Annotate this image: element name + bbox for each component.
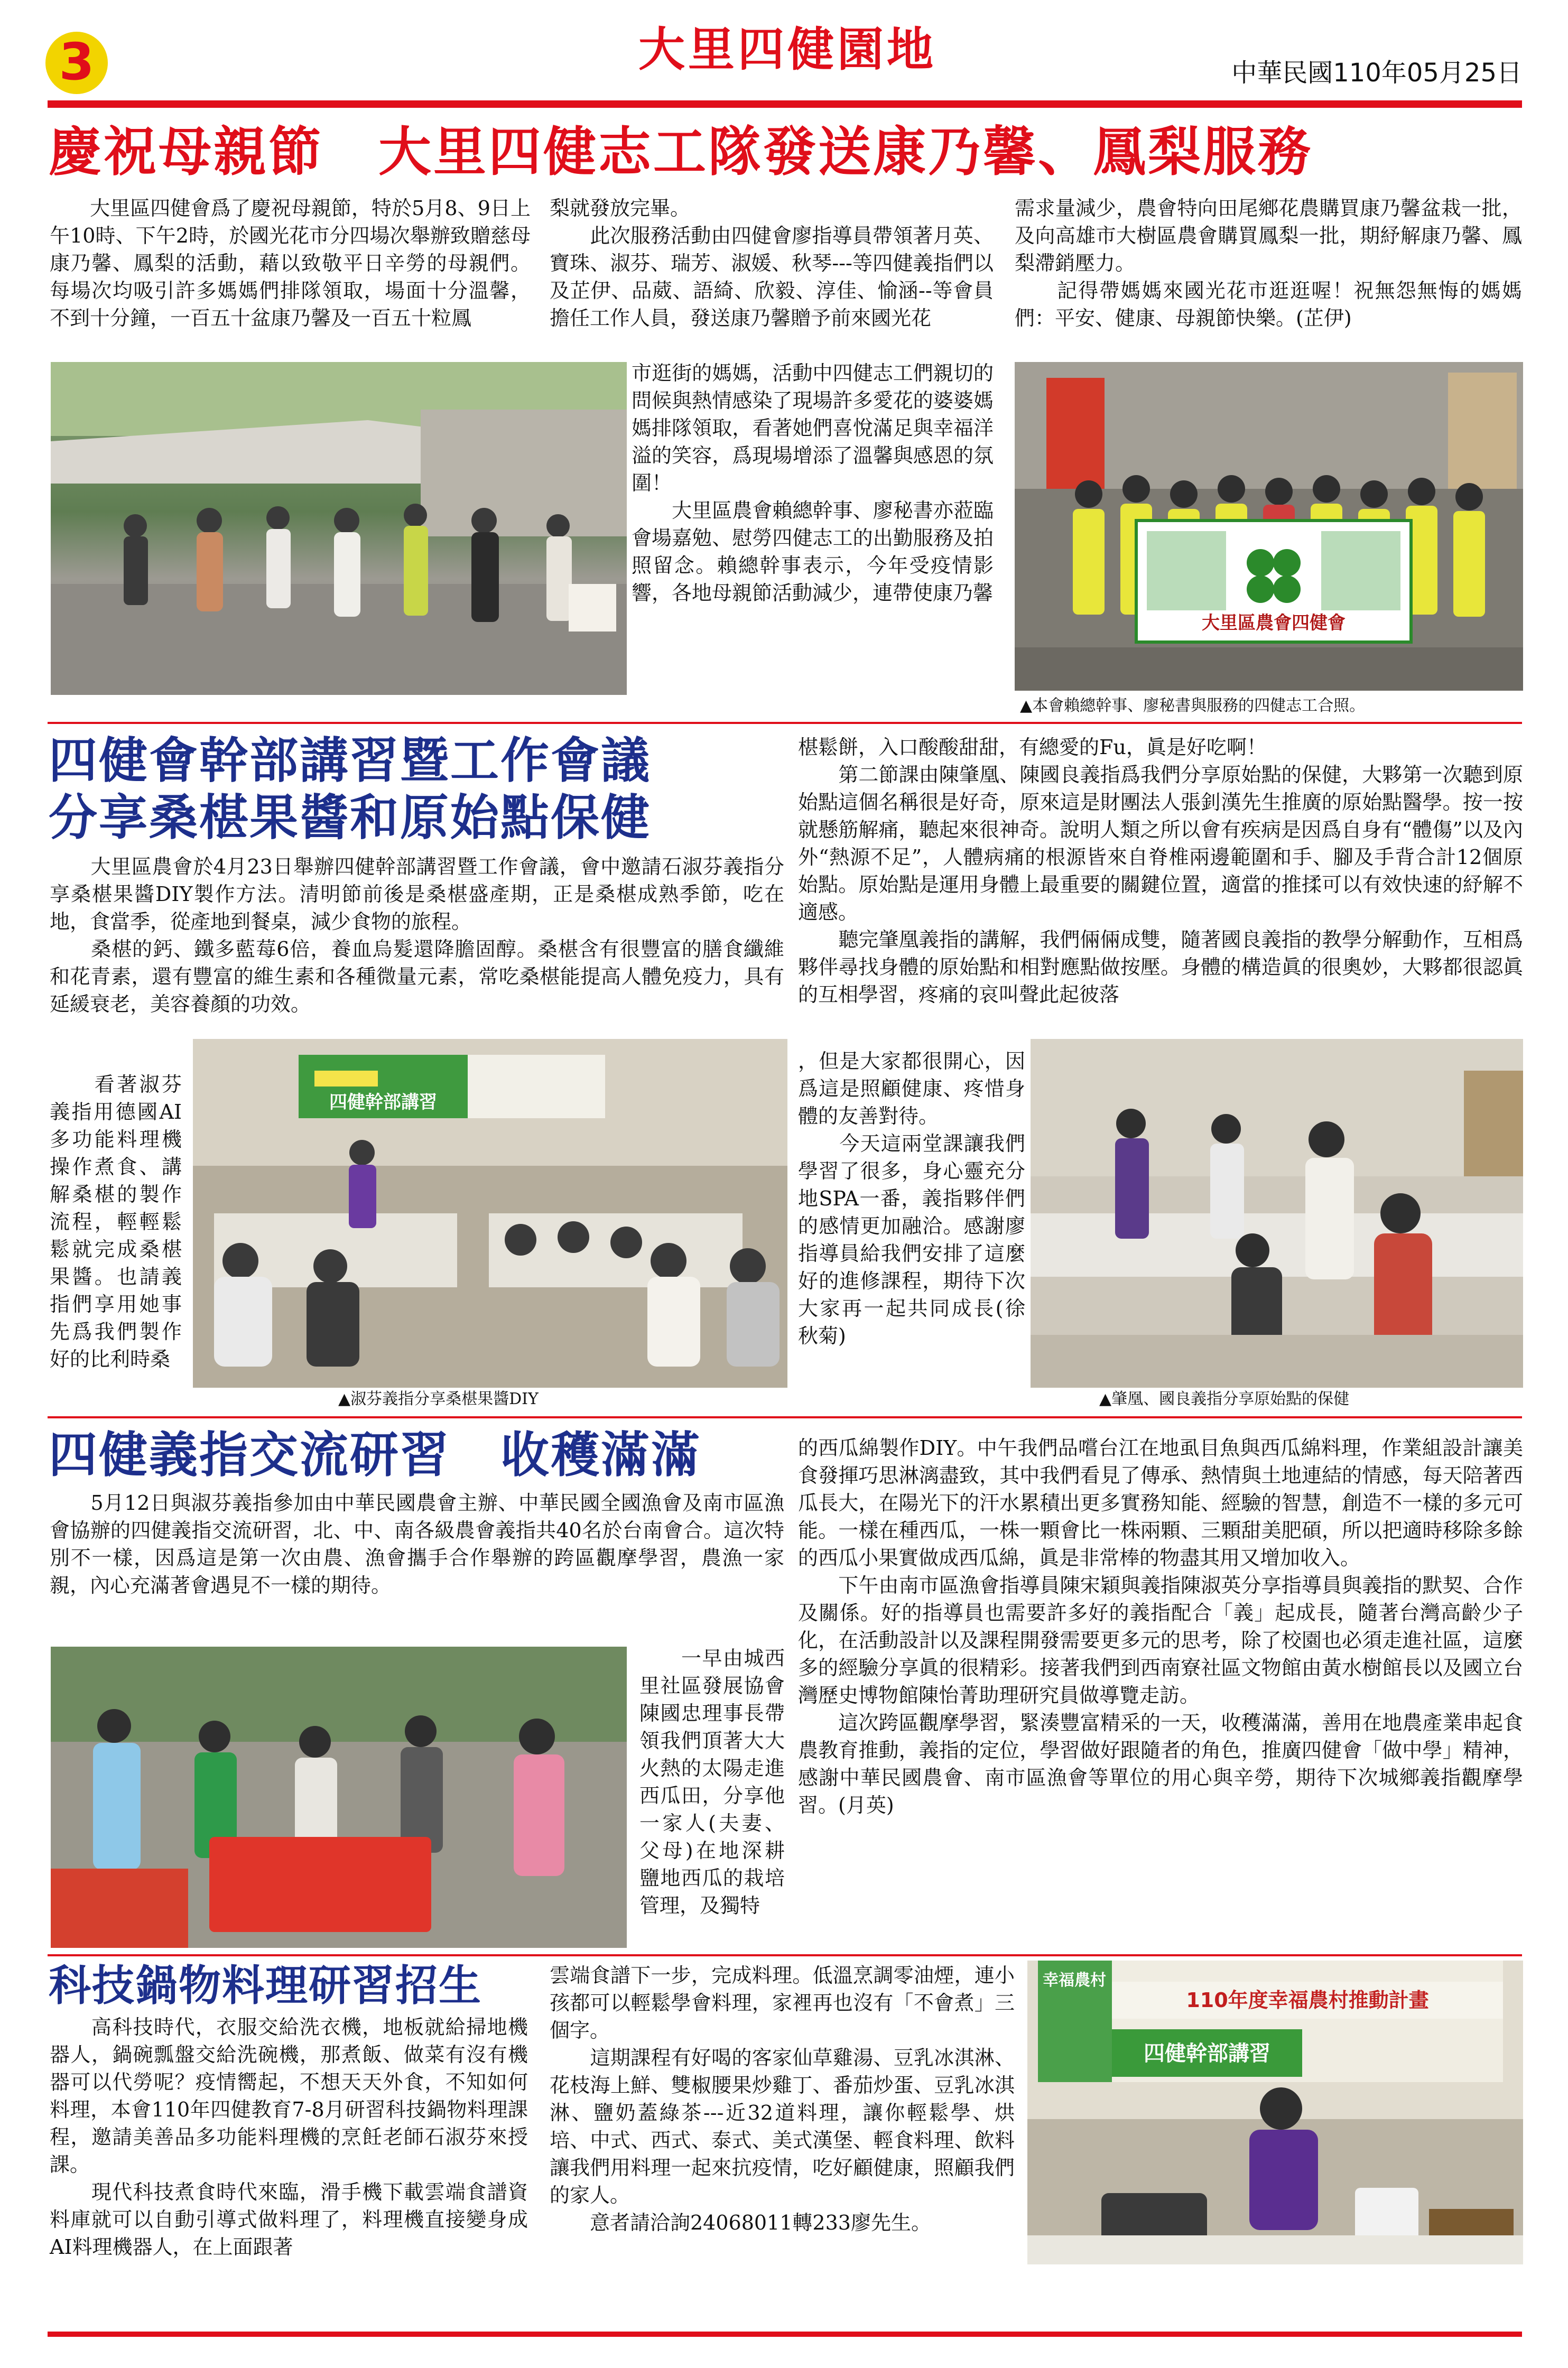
divider-2 bbox=[48, 1416, 1522, 1418]
cooking-banner-sub: 四健幹部講習 bbox=[1144, 2041, 1270, 2066]
article2-left-narrow: 看著淑芬義指用德國AI多功能料理機操作煮食、講解桑椹的製作流程，輕輕鬆鬆就完成桑椹果醬。也請義指們享用她事先爲我們製作好的比利時桑 bbox=[50, 1073, 182, 1371]
jam-photo-caption: ▲淑芬義指分享桑椹果醬DIY bbox=[338, 1390, 539, 1408]
volunteer-group-photo bbox=[1015, 362, 1523, 691]
article1-col1: 大里區四健會爲了慶祝母親節，特於5月8、9日上午10時、下午2時，於國光花市分四場次舉辦致贈慈母康乃馨、鳳梨的活動，藉以致敬平日辛勞的母親們。每場次均吸引許多媽媽們排隊領取，場面十分溫馨，不到十分鐘，一百五十盆康乃馨及一百五十粒鳳 bbox=[50, 197, 531, 330]
divider-3 bbox=[48, 1954, 1522, 1956]
article2-right-top: 椹鬆餅，入口酸酸甜甜，有總愛的Fu，眞是好吃啊！ 第二節課由陳肇凰、陳國良義指爲我們分享原始點的保健，大夥第一次聽到原始點這個名稱很是好奇，原來這是財團法人張釗漢先生推廣的原始點醫學。按一按就懸筋解痛，聽起來很神奇。說明人類之所以會有疾病是因爲自身有“體傷”以及內外“熱源不足”，人體病痛的根源皆來自脊椎兩邊範圍和手、腳及手背合計12個原始點。原始點是運用身體上最重要的關鍵位置，適當的推揉可以有效快速的紓解不適感。 聽完肇凰義指的講解，我們倆倆成雙，隨著國良義指的教學分解動作，互相爲夥伴尋找身體的原始點和相對應點做按壓。身體的構造眞的很奧妙，大夥都很認眞的互相學習，疼痛的哀叫聲此起彼落 bbox=[798, 736, 1523, 1006]
banner-text: 大里區農會四健會 bbox=[1202, 612, 1346, 634]
cooking-banner-left: 幸福農村 bbox=[1043, 1971, 1106, 1990]
divider-1 bbox=[48, 722, 1522, 724]
jam-diy-photo bbox=[193, 1039, 787, 1388]
article4-col1: 高科技時代，衣服交給洗衣機，地板就給掃地機器人，鍋碗瓢盤交給洗碗機，那煮飯、做菜有沒有機器可以代勞呢？疫情嚮起，不想天天外食，不知如何料理，本會110年四健教育7-8月研習科技鍋物料理課程，邀請美善品多功能料理機的烹飪老師石淑芬來授課。 現代科技煮食時代來臨，滑手機下載雲端食譜資料庫就可以自動引導式做料理了，料理機直接變身成AI料理機器人，在上面跟著 bbox=[50, 2016, 528, 2259]
article4-title: 科技鍋物料理研習招生 bbox=[49, 1961, 482, 2010]
cooking-class-photo bbox=[1027, 1961, 1523, 2264]
article1-col3: 需求量減少，農會特向田尾鄉花農購買康乃馨盆栽一批，及向高雄市大樹區農會購買鳳梨一批，期紓解康乃馨、鳳梨滯銷壓力。 記得帶媽媽來國光花市逛逛喔！祝無怨無悔的媽媽們：平安、健康、母親節快樂。(芷伊) bbox=[1015, 197, 1522, 330]
article1-photo-caption: ▲本會賴總幹事、廖秘書與服務的四健志工合照。 bbox=[1020, 697, 1366, 715]
article2-right-narrow: ，但是大家都很開心，因爲這是照顧健康、疼惜身體的友善對待。 今天這兩堂課讓我們學習了很多，身心靈充分地SPA一番，義指夥伴們的感情更加融洽。感謝廖指導員給我們安排了這麼好的進修課程，期待下次大家再一起共同成長(徐秋菊) bbox=[798, 1050, 1025, 1348]
article2-title-line2: 分享桑椹果醬和原始點保健 bbox=[49, 790, 652, 846]
footer-rule bbox=[48, 2332, 1522, 2337]
article4-col2: 雲端食譜下一步，完成料理。低溫烹調零油煙，連小孩都可以輕鬆學會料理，家裡再也沒有「不會煮」三個字。 這期課程有好喝的客家仙草雞湯、豆乳冰淇淋、花枝海上鮮、雙椒腰果炒雞丁、番茄炒蛋、豆乳冰淇淋、鹽奶蓋綠茶---近32道料理，讓你輕鬆學、烘培、中式、西式、泰式、美式漢堡、輕食料理、飲料讓我們用料理一起來抗疫情，吃好顧健康，照顧我們的家人。 意者請洽詢24068011轉233廖先生。 bbox=[550, 1964, 1015, 2234]
acupressure-photo-caption: ▲肇凰、國良義指分享原始點的保健 bbox=[1099, 1390, 1350, 1408]
header-rule bbox=[48, 100, 1522, 108]
article3-left-narrow: 一早由城西里社區發展協會陳國忠理事長帶領我們頂著大大火熱的太陽走進西瓜田，分享他一家人(夫妻、父母)在地深耕鹽地西瓜的栽培管理，及獨特 bbox=[639, 1647, 785, 1917]
page-number: 3 bbox=[59, 32, 95, 91]
flower-market-photo bbox=[51, 362, 627, 695]
section-title: 大里四健園地 bbox=[638, 22, 936, 77]
acupressure-photo bbox=[1031, 1039, 1523, 1388]
cooking-banner-title: 110年度幸福農村推動計畫 bbox=[1186, 1989, 1429, 2012]
article3-right: 的西瓜綿製作DIY。中午我們品嚐台江在地虱目魚與西瓜綿料理，作業組設計讓美食發揮巧思淋漓盡致，其中我們看見了傳承、熱情與土地連結的情感，每天陪著西瓜長大，在陽光下的汗水累積出更多實務知能、經驗的智慧，創造不一樣的多元可能。一樣在種西瓜，一株一顆會比一株兩顆、三顆甜美肥碩，所以把適時移除多餘的西瓜小果實做成西瓜綿，眞是非常棒的物盡其用又增加收入。 下午由南市區漁會指導員陳宋穎與義指陳淑英分享指導員與義指的默契、合作及關係。好的指導員也需要許多好的義指配合「義」起成長，隨著台灣高齡少子化，在活動設計以及課程開發需要更多元的思考，除了校園也必須走進社區，這麼多的經驗分享眞的很精彩。接著我們到西南寮社區文物館由黃水樹館長以及國立台灣歷史博物館陳怡菁助理研究員做導覽走訪。 這次跨區觀摩學習，緊湊豐富精采的一天，收穫滿滿，善用在地農產業串起食農教育推動，義指的定位，學習做好跟隨者的角色，推廣四健會「做中學」精神，感謝中華民國農會、南市區漁會等單位的用心與辛勞，期待下次城鄉義指觀摩學習。(月英) bbox=[798, 1436, 1523, 1817]
article2-title-line1: 四健會幹部講習暨工作會議 bbox=[49, 732, 652, 789]
article1-col2b: 市逛街的媽媽，活動中四健志工們親切的問候與熱情感染了現場許多愛花的婆婆媽媽排隊領取，看著她們喜悅滿足與幸福洋溢的笑容，爲現場增添了溫馨與感恩的氛圍！ 大里區農會賴總幹事、廖秘書亦蒞臨會場嘉勉、慰勞四健志工的出勤服務及拍照留念。賴總幹事表示，今年受疫情影響，各地母親節活動減少，連帶使康乃馨 bbox=[632, 361, 994, 605]
article1-title: 慶祝母親節 大里四健志工隊發送康乃馨、鳳梨服務 bbox=[49, 121, 1313, 183]
photo-banner-text: 四健幹部講習 bbox=[329, 1092, 437, 1113]
article1-col2a: 梨就發放完畢。 此次服務活動由四健會廖指導員帶領著月英、寶珠、淑芬、瑞芳、淑媛、秋琴---等四健義指們以及芷伊、品葳、語綺、欣毅、淳佳、愉涵--等會員擔任工作人員，發送康乃馨贈予前來國光花 bbox=[550, 197, 994, 330]
issue-date: 中華民國110年05月25日 bbox=[1231, 58, 1522, 88]
article3-left-top: 5月12日與淑芬義指參加由中華民國農會主辦、中華民國全國漁會及南市區漁會協辦的四健義指交流研習，北、中、南各級農會義指共40名於台南會合。這次特別不一樣，因爲這是第一次由農、漁會攜手合作舉辦的跨區觀摩學習，農漁一家親，內心充滿著會遇見不一樣的期待。 bbox=[50, 1491, 784, 1597]
article2-left-top: 大里區農會於4月23日舉辦四健幹部講習暨工作會議，會中邀請石淑芬義指分享桑椹果醬DIY製作方法。清明節前後是桑椹盛產期，正是桑椹成熟季節，吃在地，食當季，從產地到餐桌，減少食物的旅程。 桑椹的鈣、鐵多藍莓6倍，養血烏髮還降膽固醇。桑椹含有很豐富的膳食纖維和花青素，還有豐富的維生素和各種微量元素，常吃桑椹能提高人體免疫力，具有延緩衰老，美容養顏的功效。 bbox=[50, 855, 784, 1016]
watermelon-workshop-photo bbox=[51, 1647, 627, 1948]
article3-title: 四健義指交流研習 收穫滿滿 bbox=[49, 1427, 702, 1483]
